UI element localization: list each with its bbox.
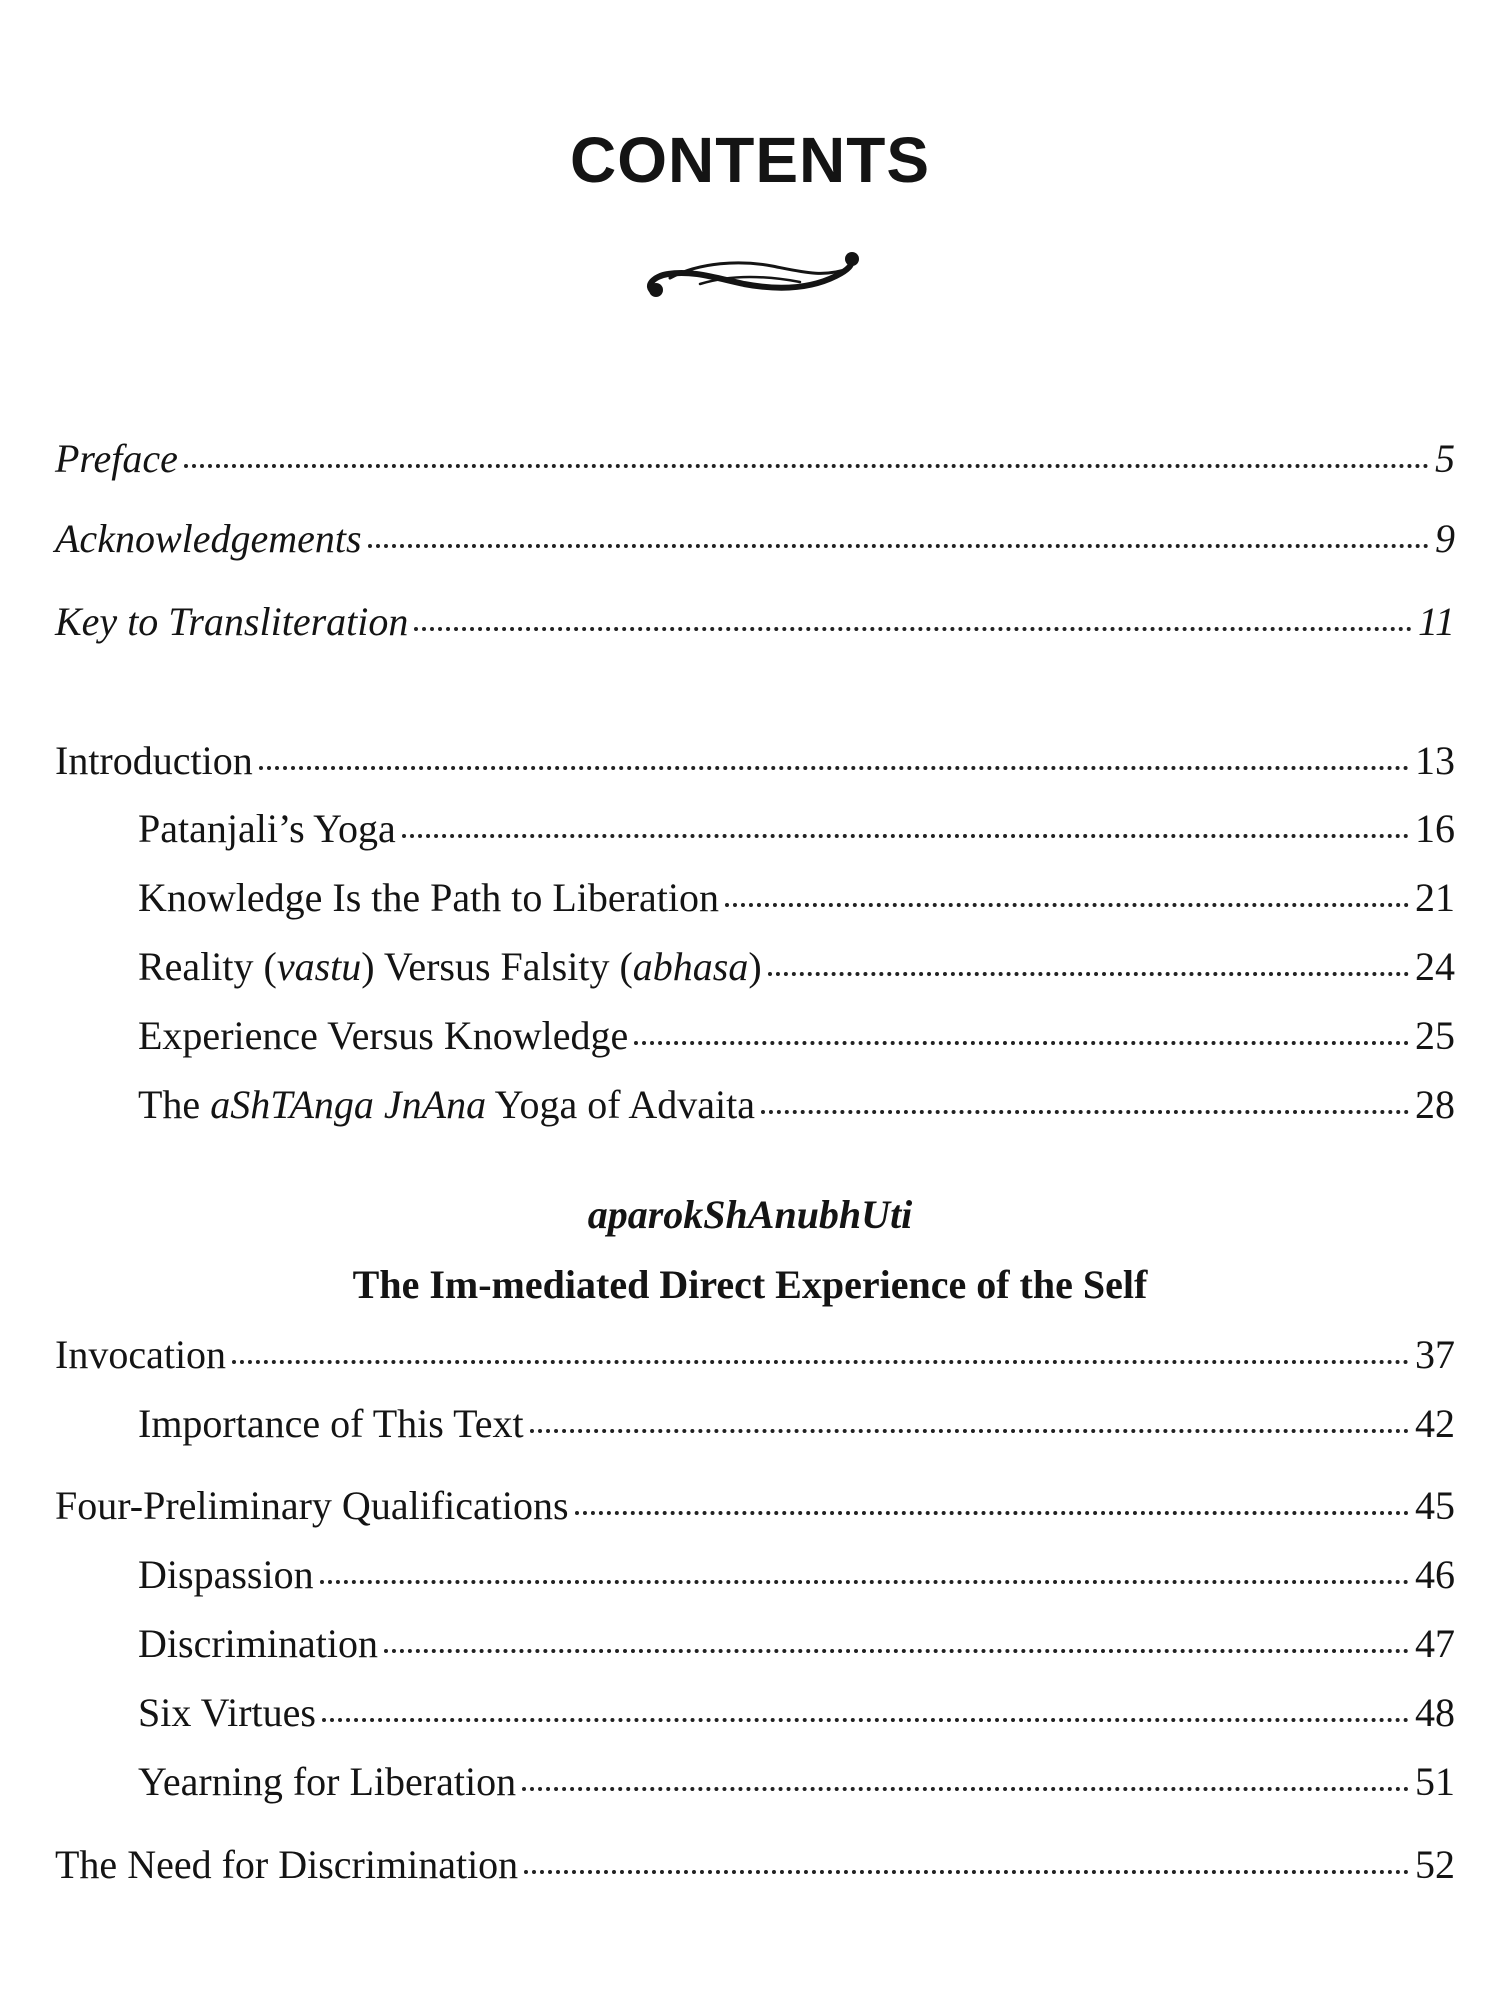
toc-page-number: 42 <box>1415 1401 1455 1446</box>
toc-entry-title: Key to Transliteration <box>55 599 409 644</box>
toc-entry-title: Yearning for Liberation <box>138 1759 517 1804</box>
dot-leader <box>768 972 1409 976</box>
toc-page-number: 51 <box>1415 1759 1455 1804</box>
dot-leader <box>368 544 1429 548</box>
toc-entry-acknowledgements[interactable] <box>55 514 1455 564</box>
toc-entry-title: Six Virtues <box>138 1690 316 1735</box>
toc-entry-key-to-transliteration[interactable] <box>55 597 1455 647</box>
dot-leader <box>320 1580 1409 1584</box>
dot-leader <box>184 464 1429 468</box>
swash-flourish-icon <box>640 240 870 306</box>
toc-entry-title: Knowledge Is the Path to Liberation <box>138 875 719 920</box>
section-sanskrit-title: aparokShAnubhUti <box>587 1192 913 1237</box>
toc-page-number: 24 <box>1415 944 1455 989</box>
toc-entry-invocation[interactable] <box>55 1330 1455 1380</box>
toc-entry-experience-versus-knowledge[interactable] <box>138 1011 1455 1061</box>
dot-leader <box>384 1649 1409 1653</box>
page-title: CONTENTS <box>570 124 930 196</box>
toc-entry-discrimination[interactable] <box>138 1619 1455 1669</box>
toc-page-number: 37 <box>1415 1332 1455 1377</box>
toc-entry-introduction[interactable] <box>55 736 1455 786</box>
dot-leader <box>259 766 1409 770</box>
toc-entry-title: Patanjali’s Yoga <box>138 806 396 851</box>
toc-page-number: 13 <box>1415 738 1455 783</box>
toc-entry-title: Reality (vastu) Versus Falsity (abhasa) <box>138 944 762 989</box>
dot-leader <box>725 903 1409 907</box>
toc-entry-four-preliminary-qualifications[interactable] <box>55 1481 1455 1531</box>
toc-entry-title: Acknowledgements <box>55 516 362 561</box>
toc-entry-title: Introduction <box>55 738 253 783</box>
dot-leader <box>402 834 1409 838</box>
dot-leader <box>530 1429 1409 1433</box>
toc-entry-title: Preface <box>55 436 178 481</box>
toc-page-number: 11 <box>1417 599 1455 644</box>
toc-page-number: 5 <box>1435 436 1455 481</box>
toc-page-number: 52 <box>1415 1842 1455 1887</box>
dot-leader <box>634 1041 1409 1045</box>
dot-leader <box>232 1360 1409 1364</box>
toc-page-number: 47 <box>1415 1621 1455 1666</box>
dot-leader <box>524 1870 1409 1874</box>
toc-entry-title: Dispassion <box>138 1552 314 1597</box>
toc-entry-dispassion[interactable] <box>138 1550 1455 1600</box>
toc-entry-title: Experience Versus Knowledge <box>138 1013 629 1058</box>
toc-page-number: 9 <box>1435 516 1455 561</box>
toc-entry-title: Importance of This Text <box>138 1401 524 1446</box>
toc-entry-need-for-discrimination[interactable] <box>55 1840 1455 1890</box>
dot-leader <box>522 1787 1409 1791</box>
toc-entry-title: The Need for Discrimination <box>55 1842 519 1887</box>
toc-entry-title: Discrimination <box>138 1621 378 1666</box>
toc-page-number: 48 <box>1415 1690 1455 1735</box>
toc-entry-title: The aShTAnga JnAna Yoga of Advaita <box>138 1082 755 1127</box>
toc-entry-reality-versus-falsity[interactable] <box>138 942 1455 992</box>
dot-leader <box>414 627 1412 631</box>
dot-leader <box>761 1110 1409 1114</box>
toc-entry-preface[interactable] <box>55 434 1455 484</box>
toc-page-number: 25 <box>1415 1013 1455 1058</box>
toc-page-number: 46 <box>1415 1552 1455 1597</box>
toc-page-number: 45 <box>1415 1483 1455 1528</box>
dot-leader <box>322 1718 1409 1722</box>
toc-page-number: 28 <box>1415 1082 1455 1127</box>
dot-leader <box>575 1511 1409 1515</box>
toc-page-number: 16 <box>1415 806 1455 851</box>
toc-entry-yearning-for-liberation[interactable] <box>138 1757 1455 1807</box>
toc-entry-title: Four-Preliminary Qualifications <box>55 1483 569 1528</box>
toc-page-number: 21 <box>1415 875 1455 920</box>
toc-entry-ashtanga-jnana-yoga[interactable] <box>138 1080 1455 1130</box>
toc-entry-six-virtues[interactable] <box>138 1688 1455 1738</box>
toc-entry-knowledge-path[interactable] <box>138 873 1455 923</box>
section-english-title: The Im-mediated Direct Experience of the Self <box>352 1262 1148 1307</box>
toc-entry-title: Invocation <box>55 1332 227 1377</box>
toc-entry-importance-of-this-text[interactable] <box>138 1399 1455 1449</box>
toc-entry-patanjalis-yoga[interactable] <box>138 804 1455 854</box>
